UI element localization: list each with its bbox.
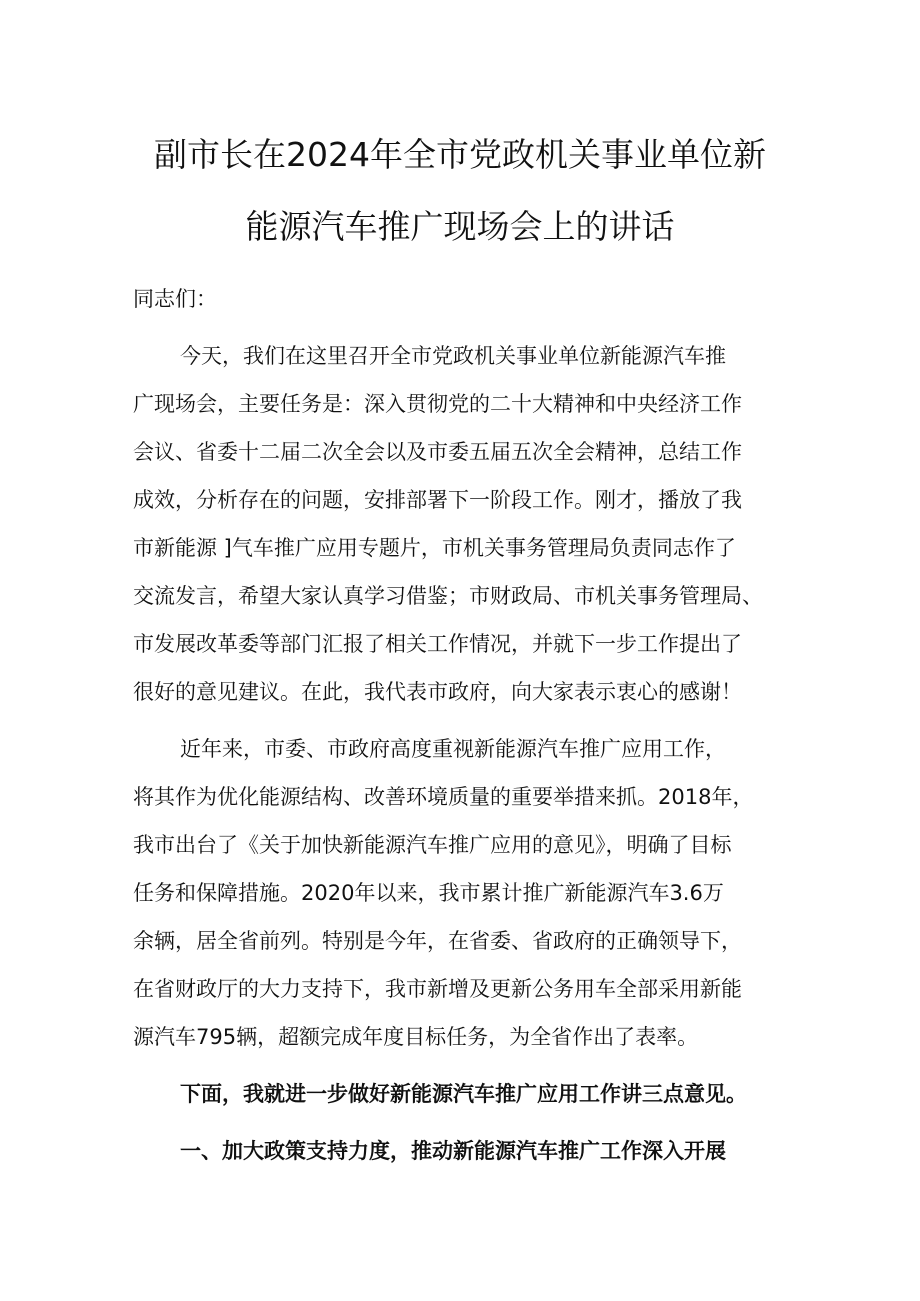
paragraph-1-line-1: 今天，我们在这里召开全市党政机关事业单位新能源汽车推 bbox=[180, 344, 726, 368]
paragraph-1-line-3: 会议、省委十二届二次全会以及市委五届五次全会精神，总结工作 bbox=[133, 440, 742, 464]
paragraph-1-line-8: 很好的意见建议。在此，我代表市政府，向大家表示衷心的感谢！ bbox=[133, 680, 742, 704]
document-title-line-1: 副市长在2024年全市党政机关事业单位新 bbox=[154, 135, 766, 174]
paragraph-1-line-4: 成效，分析存在的问题，安排部署下一阶段工作。刚才，播放了我 bbox=[133, 488, 742, 512]
section-heading-1: 一、加大政策支持力度，推动新能源汽车推广工作深入开展 bbox=[180, 1139, 726, 1163]
paragraph-2-line-5: 余辆，居全省前列。特别是今年，在省委、省政府的正确领导下， bbox=[133, 929, 742, 953]
paragraph-2-line-3: 我市出台了《关于加快新能源汽车推广应用的意见》，明确了目标 bbox=[133, 833, 732, 857]
paragraph-2-line-4: 任务和保障措施。2020年以来，我市累计推广新能源汽车3.6万 bbox=[133, 881, 724, 905]
paragraph-1-line-7: 市发展改革委等部门汇报了相关工作情况，并就下一步工作提出了 bbox=[133, 632, 742, 656]
paragraph-1-line-2: 广现场会，主要任务是：深入贯彻党的二十大精神和中央经济工作 bbox=[133, 392, 742, 416]
paragraph-2-line-2: 将其作为优化能源结构、改善环境质量的重要举措来抓。2018年， bbox=[133, 785, 754, 809]
intro-three-points: 下面，我就进一步做好新能源汽车推广应用工作讲三点意见。 bbox=[180, 1082, 747, 1106]
paragraph-1-line-5: 市新能源 ]气车推广应用专题片，市机关事务管理局负责同志作了 bbox=[133, 536, 736, 560]
paragraph-2-line-1: 近年来，市委、市政府高度重视新能源汽车推广应用工作， bbox=[180, 737, 726, 761]
paragraph-2-line-6: 在省财政厅的大力支持下，我市新增及更新公务用车全部采用新能 bbox=[133, 977, 742, 1001]
paragraph-1-line-6: 交流发言，希望大家认真学习借鉴；市财政局、市机关事务管理局、 bbox=[133, 584, 763, 608]
paragraph-2-line-7: 源汽车795辆，超额完成年度目标任务，为全省作出了表率。 bbox=[133, 1025, 699, 1049]
document-title-line-2: 能源汽车推广现场会上的讲话 bbox=[245, 207, 675, 246]
salutation: 同志们： bbox=[133, 287, 217, 311]
